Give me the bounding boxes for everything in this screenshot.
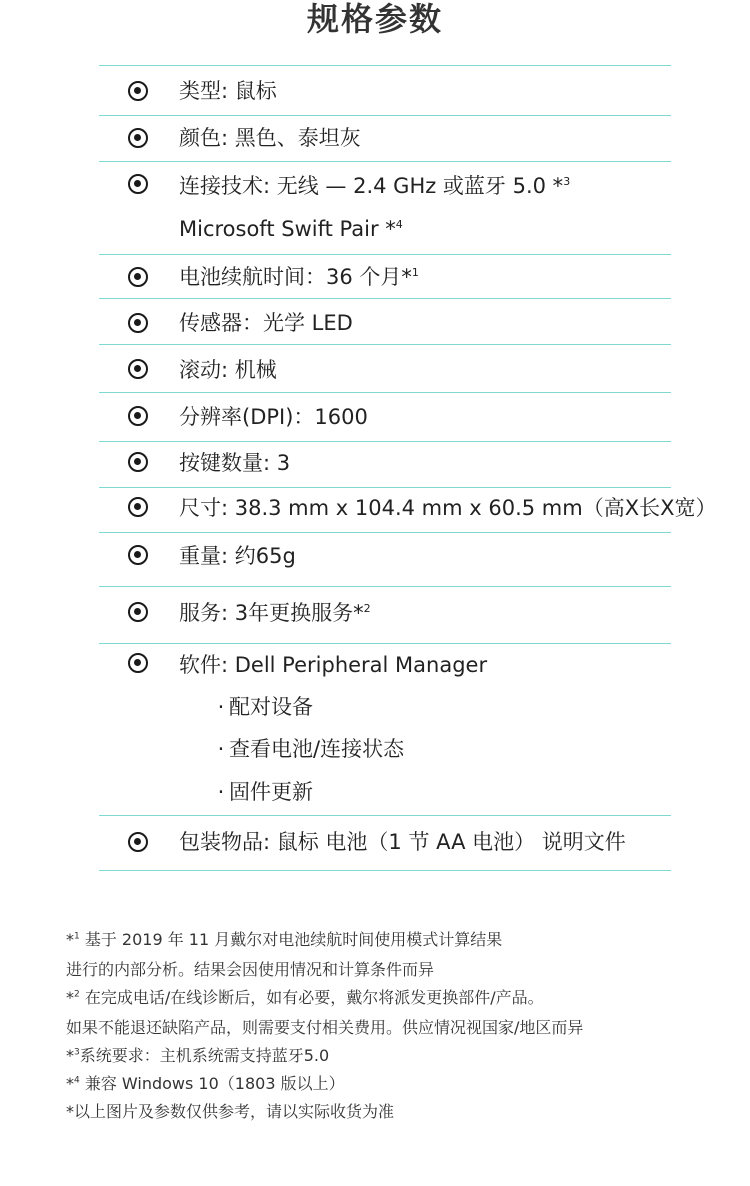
footnote-line: 如果不能退还缺陷产品，则需要支付相关费用。供应情况视国家/地区而异: [66, 1018, 584, 1037]
bullet-icon: [128, 832, 148, 852]
divider: [99, 487, 671, 488]
footnote-line: *$^3$系统要求：主机系统需支持蓝牙5.0: [66, 1046, 330, 1065]
bullet-icon: [128, 174, 148, 194]
divider: [99, 298, 671, 299]
footnote-line: *以上图片及参数仅供参考，请以实际收货为准: [66, 1102, 395, 1121]
bullet-icon: [128, 452, 148, 472]
bullet-icon: [128, 267, 148, 287]
spec-service: 服务: 3年更换服务*$^2$: [179, 601, 371, 625]
software-subitem: · 配对设备: [217, 695, 313, 719]
divider: [99, 161, 671, 162]
spec-dpi: 分辨率(DPI)：1600: [179, 405, 368, 429]
spec-battery-life: 电池续航时间：36 个月*$^1$: [179, 265, 419, 289]
bullet-icon: [128, 602, 148, 622]
spec-color: 颜色: 黑色、泰坦灰: [179, 126, 361, 150]
bullet-icon: [128, 653, 148, 673]
spec-package-contents: 包装物品: 鼠标 电池（1 节 AA 电池） 说明文件: [179, 830, 626, 854]
divider: [99, 532, 671, 533]
software-subitem: · 查看电池/连接状态: [217, 737, 405, 761]
bullet-icon: [128, 81, 148, 101]
divider: [99, 254, 671, 255]
spec-software: 软件: Dell Peripheral Manager: [179, 653, 488, 677]
bullet-icon: [128, 313, 148, 333]
footnote-line: *$^2$ 在完成电话/在线诊断后，如有必要，戴尔将派发更换部件/产品。: [66, 988, 544, 1007]
spec-connectivity: 连接技术: 无线 — 2.4 GHz 或蓝牙 5.0 *$^3$: [179, 174, 571, 198]
page-title: 规格参数: [306, 0, 443, 38]
divider: [99, 643, 671, 644]
bullet-icon: [128, 406, 148, 426]
spec-buttons: 按键数量: 3: [179, 451, 291, 475]
footnote-line: *$^1$ 基于 2019 年 11 月戴尔对电池续航时间使用模式计算结果: [66, 930, 503, 949]
divider: [99, 65, 671, 66]
bullet-icon: [128, 359, 148, 379]
software-subitem: · 固件更新: [217, 780, 313, 804]
footnote-line: *$^4$ 兼容 Windows 10（1803 版以上）: [66, 1074, 345, 1093]
divider: [99, 870, 671, 871]
spec-sensor: 传感器：光学 LED: [179, 311, 353, 335]
spec-dimensions: 尺寸: 38.3 mm x 104.4 mm x 60.5 mm（高X长X宽）: [179, 496, 717, 520]
divider: [99, 115, 671, 116]
divider: [99, 392, 671, 393]
bullet-icon: [128, 128, 148, 148]
footnote-line: 进行的内部分析。结果会因使用情况和计算条件而异: [66, 960, 435, 979]
divider: [99, 441, 671, 442]
spec-connectivity-swift-pair: Microsoft Swift Pair *$^4$: [179, 217, 403, 241]
divider: [99, 586, 671, 587]
spec-scroll: 滚动: 机械: [179, 358, 277, 382]
spec-type: 类型: 鼠标: [179, 79, 277, 103]
bullet-icon: [128, 545, 148, 565]
divider: [99, 815, 671, 816]
spec-weight: 重量: 约65g: [179, 544, 296, 568]
divider: [99, 344, 671, 345]
bullet-icon: [128, 497, 148, 517]
